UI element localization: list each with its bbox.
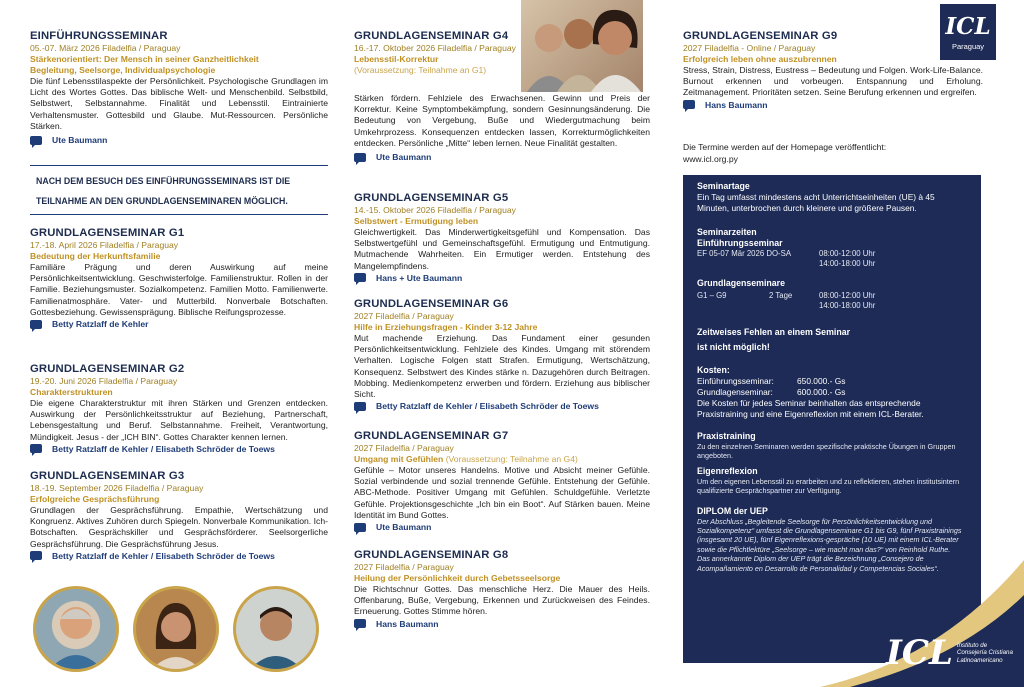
eigenreflexion-text: Um den eigenen Lebensstil zu erarbeiten und zu reflektieren, stehen institutsintern qualifizierte Gesprächspartner zur Verfügung. <box>697 476 960 496</box>
g7-date: 2027 Filadelfia / Paraguay <box>354 443 454 453</box>
speaker-photo-2 <box>133 586 219 672</box>
seminartage-heading: Seminartage <box>697 181 750 191</box>
speech-bubble-icon <box>30 444 42 453</box>
speech-bubble-icon <box>354 273 366 282</box>
admission-note-line-1: NACH DEM BESUCH DES EINFÜHRUNGSSEMINARS IST DIE <box>36 176 291 186</box>
g8-speaker <box>354 618 650 630</box>
logo-subtext: Paraguay <box>951 42 985 51</box>
fehlen-heading-2: ist nicht möglich! <box>697 342 770 352</box>
g2-speaker <box>30 443 328 455</box>
g9-text: Stress, Strain, Distress, Eustress – Bedeutung und Folgen. Work-Life-Balance. Burnout erkennen und vorbeugen. Entspannung und Erholung. Zeitmanagement. Prioritäten setzen. Seine Berufung erkennen und ergreifen. <box>683 65 983 98</box>
g2-title: GRUNDLAGENSEMINAR G2 <box>30 363 185 375</box>
speaker-name: Hans Baumann <box>376 618 439 629</box>
grundlagen-heading: Grundlagenseminare <box>697 278 785 288</box>
g8-date: 2027 Filadelfia / Paraguay <box>354 562 454 572</box>
seminar-g1 <box>30 227 328 330</box>
g1-text: Familiäre Prägung und deren Auswirkung auf meine Persönlichkeitsentwicklung. Geschwisterfolge. Familienstruktur. Rollen in der Familie. Beziehungsmuster. Sozialkompetenz. Familien Motto. Familienwerte. Familienatmosphäre. Vater- und Mutterbild. Nonverbale Botschaften. Gottesbeziehung. Gewissensprägung. Biblische Reifungsprozesse. <box>30 262 328 317</box>
speaker-name: Betty Ratzlaff de Kehler / Elisabeth Schröder de Toews <box>52 443 275 454</box>
g7-subtitle-line <box>354 454 650 465</box>
diplom-text-2: Das annerkannte Diplom der UEP trägt die Bezeichnung „Consejero de Acompañamiento en Desarrollo de Personalidad y Competencias Sociales“. <box>697 554 939 573</box>
seminartage-text: Ein Tag umfasst mindestens acht Unterrichtseinheiten (UE) à 45 Minuten, unterbrochen durch kleinere und größere Pausen. <box>697 192 935 213</box>
g2-date: 19.-20. Juni 2026 Filadelfia / Paraguay <box>30 376 178 386</box>
g4-prerequisite: (Voraussetzung: Teilnahme an G1) <box>354 65 487 75</box>
kosten-label-2: Grundlagenseminar: <box>697 387 773 397</box>
g1-speaker <box>30 318 328 330</box>
speech-bubble-icon <box>354 619 366 628</box>
g9-title: GRUNDLAGENSEMINAR G9 <box>683 30 838 42</box>
grundlagen-row-1 <box>697 291 967 301</box>
column-middle <box>354 0 650 687</box>
g5-speaker <box>354 272 650 284</box>
speaker-name: Ute Baumann <box>376 152 432 163</box>
g4-title: GRUNDLAGENSEMINAR G4 <box>354 30 509 42</box>
praxistraining-text: Zu den einzelnen Seminaren werden spezifische praktische Übungen in Gruppen angeboten. <box>697 442 956 461</box>
g9-subtitle: Erfolgreich leben ohne auszubrennen <box>683 54 837 64</box>
speaker-name: Betty Ratzlaff de Kehler / Elisabeth Schröder de Toews <box>52 550 275 561</box>
kosten-row-2 <box>697 387 967 398</box>
column-left <box>30 0 328 687</box>
speech-bubble-icon <box>354 523 366 532</box>
speech-bubble-icon <box>354 402 366 411</box>
admission-note <box>36 171 322 211</box>
speech-bubble-icon <box>30 136 42 145</box>
seminar-g9 <box>683 30 983 111</box>
g5-subtitle: Selbstwert - Ermutigung leben <box>354 216 479 226</box>
kosten-label-1: Einführungsseminar: <box>697 376 774 386</box>
divider-bottom <box>30 214 328 215</box>
g1-title: GRUNDLAGENSEMINAR G1 <box>30 227 185 239</box>
grundlagen-time-2: 14:00-18:00 Uhr <box>819 301 876 310</box>
speech-bubble-icon <box>30 320 42 329</box>
logo-text: ICL <box>945 13 991 40</box>
seminar-g5 <box>354 192 650 284</box>
g3-title: GRUNDLAGENSEMINAR G3 <box>30 470 185 482</box>
g4-text: Stärken fördern. Fehlziele des Erwachsenen. Gewinn und Preis der Korrektur. Keine Symptombekämpfung, sondern Gesinnungsänderung. Die Bedeutung von Vergebung, Buße und Wiedergutmachung beim Umkehrprozess. Konsequenzen entdecken lassen, Korrekturmöglichkeiten entdecken. Persönliche „Mitte“ leben lernen. Neue Finalität gestalten. <box>354 93 650 148</box>
g5-title: GRUNDLAGENSEMINAR G5 <box>354 192 509 204</box>
speaker-name: Betty Ratzlaff de Kehler <box>52 319 149 330</box>
g7-speaker <box>354 521 650 533</box>
seminar-g4-body <box>354 93 650 163</box>
speaker-photo-3 <box>233 586 319 672</box>
g4-subtitle: Lebensstil-Korrektur <box>354 54 439 64</box>
grundlagen-range: G1 – G9 <box>697 291 727 300</box>
g6-text: Mut machende Erziehung. Das Fundament einer gesunden Persönlichkeitsentwicklung. Fehlziele des Kindes. Umgang mit störendem Verhalten. Logische Folgen statt Strafen. Ermutigung, Wertschätzung, Konsequenz. Selbstwert des Kindes stärke n. Dazugehören durch Beitragen. Mobbing. Medienkompetenz erwerben und fördern. Erziehung aus biblischer Sicht. <box>354 333 650 400</box>
praxistraining-heading: Praxistraining <box>697 431 756 441</box>
person-portrait-icon <box>236 589 316 669</box>
speaker-name: Hans Baumann <box>705 99 768 110</box>
logo-bottom-caption-2: Consejería Cristiana <box>956 649 1013 657</box>
speaker-name: Hans + Ute Baumann <box>376 272 463 283</box>
g6-title: GRUNDLAGENSEMINAR G6 <box>354 298 509 310</box>
g6-date: 2027 Filadelfia / Paraguay <box>354 311 454 321</box>
kosten-value-2: 600.000.- Gs <box>797 387 846 397</box>
group-photo <box>521 0 643 92</box>
logo-bottom-caption-3: Latinoamericano <box>956 656 1003 664</box>
g1-date: 17.-18. April 2026 Filadelfia / Paraguay <box>30 240 179 250</box>
logo-bottom-caption-1: Instituto de <box>956 641 988 649</box>
homepage-url[interactable]: www.icl.org.py <box>683 154 738 164</box>
kosten-value-1: 650.000.- Gs <box>797 376 846 386</box>
g8-subtitle: Heilung der Persönlichkeit durch Gebetsseelsorge <box>354 573 561 583</box>
speaker-name: Betty Ratzlaff de Kehler / Elisabeth Schröder de Toews <box>376 401 599 412</box>
logo-bottom-text: ICL <box>886 633 953 673</box>
person-portrait-icon <box>36 589 116 669</box>
group-of-people-icon <box>521 0 643 92</box>
seminar-g8 <box>354 549 650 630</box>
speech-bubble-icon <box>683 100 695 109</box>
homepage-note <box>683 141 983 165</box>
g9-date: 2027 Filadelfia - Online / Paraguay <box>683 43 816 53</box>
g8-text: Die Richtschnur Gottes. Das menschliche Herz. Die Mauer des Heils. Offenbarung, Buße, Vergebung, Erkennen und Zurückweisen des Feindes. Erneuerung. Gottes Stimme hören. <box>354 584 650 617</box>
g4-date: 16.-17. Oktober 2026 Filadelfia / Paraguay <box>354 43 516 53</box>
g7-prerequisite: (Voraussetzung: Teilnahme an G4) <box>445 454 578 464</box>
speaker-name: Ute Baumann <box>52 135 108 146</box>
g6-speaker <box>354 400 650 412</box>
g3-text: Grundlagen der Gesprächsführung. Empathie, Wertschätzung und Kongruenz. Aktives Zuhören durch Spiegeln. Nonverbale Kommunikation. Ich-Botschaften. Gesprächskiller und Gesprächsförderer. Seelsorgerliche Gesprächsführung. Die Gesprächsführung Jesus. <box>30 505 328 549</box>
divider-top <box>30 165 328 166</box>
g3-date: 18.-19. September 2026 Filadelfia / Paraguay <box>30 483 204 493</box>
grundlagen-days: 2 Tage <box>769 291 793 300</box>
homepage-text: Die Termine werden auf der Homepage veröffentlicht: <box>683 142 887 152</box>
intro-seminar <box>30 30 328 146</box>
g2-text: Die eigene Charakterstruktur mit ihren Stärken und Grenzen entdecken. Auswirkung der Persönlichkeitsstruktur auf Beziehung, Partnerschaft, Lebensgestaltung und Beruf. Selbstannahme. Freiheit, Verantwortung, Mündigkeit. Jesus - der „ICH BIN“. Gottes Charakter kennen lernen. <box>30 398 328 442</box>
diplom-heading: DIPLOM der UEP <box>697 505 768 516</box>
eigenreflexion-heading: Eigenreflexion <box>697 465 758 476</box>
person-portrait-icon <box>136 589 216 669</box>
g3-speaker <box>30 550 328 562</box>
einfuehrung-time-1: 08:00-12:00 Uhr <box>819 249 876 258</box>
icl-logo-top <box>940 4 996 60</box>
seminarzeiten-heading: Seminarzeiten <box>697 227 757 237</box>
seminar-g6 <box>354 298 650 412</box>
g3-subtitle: Erfolgreiche Gesprächsführung <box>30 494 160 504</box>
g1-subtitle: Bedeutung der Herkunftsfamilie <box>30 251 161 261</box>
intro-subtitle: Stärkenorientiert: Der Mensch in seiner Ganzheitlichkeit <box>30 54 259 64</box>
speech-bubble-icon <box>30 551 42 560</box>
intro-speaker <box>30 134 328 146</box>
logo-bottom-caption <box>957 642 1013 665</box>
seminar-g3 <box>30 470 328 562</box>
g6-subtitle: Hilfe in Erziehungsfragen - Kinder 3-12 Jahre <box>354 322 538 332</box>
einfuehrung-date: EF 05-07 Mär 2026 DO-SA <box>697 249 792 258</box>
icl-logo-bottom <box>886 633 1013 673</box>
g5-date: 14.-15. Oktober 2026 Filadelfia / Paraguay <box>354 205 516 215</box>
speaker-name: Ute Baumann <box>376 522 432 533</box>
intro-text: Die fünf Lebensstilaspekte der Persönlichkeit. Psychologische Grundlagen im Licht des Wortes Gottes. Das biblische Welt- und Menschenbild. Selbstbild, Selbstwert, Selbstannahme. Finalität und Lebensstil. Eintrainierte Verhaltensmuster. Gottesbild und Glaube. Mut-Ressourcen. Persönliche Stärken. <box>30 76 328 131</box>
diplom-text-1: Der Abschluss „Begleitende Seelsorge für Persönlichkeitsentwicklung und Sozialkompetenz“ umfasst die Grundlagenseminare G1 bis G9, fünf Praxistrainings (insgesamt 20 UE), fünf Eigenreflexions-gespräche (10 UE) mit einem ICL-Berater sowie die Pflichtlektüre „Seelsorge – wie macht man das?“ von Reinhold Ruthe. <box>697 516 962 554</box>
g4-speaker <box>354 151 650 163</box>
g7-subtitle: Umgang mit Gefühlen <box>354 454 444 464</box>
seminar-g2 <box>30 363 328 455</box>
einfuehrung-row-1 <box>697 249 967 259</box>
g7-text: Gefühle – Motor unseres Handelns. Motive und Absicht meiner Gefühle. Sozial verbindende und sozial trennende Gefühle. Entstehung der Gefühle. ABC-Methode. Positiver Umgang mit Gefühlen. Schuldgefühle. Verletzte Gefühle. Projektionsgeschichte „Ich bin ein Boot“. Auf Stärken bauen. Meine Identität im Bund Gottes. <box>354 465 650 520</box>
g2-subtitle: Charakterstrukturen <box>30 387 113 397</box>
g8-title: GRUNDLAGENSEMINAR G8 <box>354 549 509 561</box>
speaker-photo-1 <box>33 586 119 672</box>
admission-note-line-2: TEILNAHME AN DEN GRUNDLAGENSEMINAREN MÖGLICH. <box>36 196 288 206</box>
speech-bubble-icon <box>354 153 366 162</box>
seminar-g4-head <box>354 30 524 76</box>
fehlen-heading: Zeitweises Fehlen an einem Seminar <box>697 327 851 337</box>
seminar-g7 <box>354 430 650 533</box>
intro-title: EINFÜHRUNGSSEMINAR <box>30 30 168 42</box>
einfuehrung-time-2: 14:00-18:00 Uhr <box>819 259 876 268</box>
intro-date: 05.-07. März 2026 Filadelfia / Paraguay <box>30 43 181 53</box>
intro-subtitle-2: Begleitung, Seelsorge, Individualpsychologie <box>30 65 216 75</box>
g7-title: GRUNDLAGENSEMINAR G7 <box>354 430 509 442</box>
kosten-text: Die Kosten für jedes Seminar beinhalten das entsprechende Praxistraining und eine Eigenreflexion mit einem ICL-Berater. <box>697 398 924 419</box>
einfuehrung-heading: Einführungsseminar <box>697 238 783 248</box>
kosten-row-1 <box>697 376 967 387</box>
kosten-heading: Kosten: <box>697 365 730 375</box>
g5-text: Gleichwertigkeit. Das Minderwertigkeitsgefühl und Kompensation. Das Selbstwertgefühl und Gemeinschaftsgefühl. Ermutigung und Entmutigung. Mutmachende Wahrheiten. Ein Ermutiger werden. Entstehung des Mangelempfindens. <box>354 227 650 271</box>
g9-speaker <box>683 99 983 111</box>
grundlagen-time-1: 08:00-12:00 Uhr <box>819 291 876 300</box>
